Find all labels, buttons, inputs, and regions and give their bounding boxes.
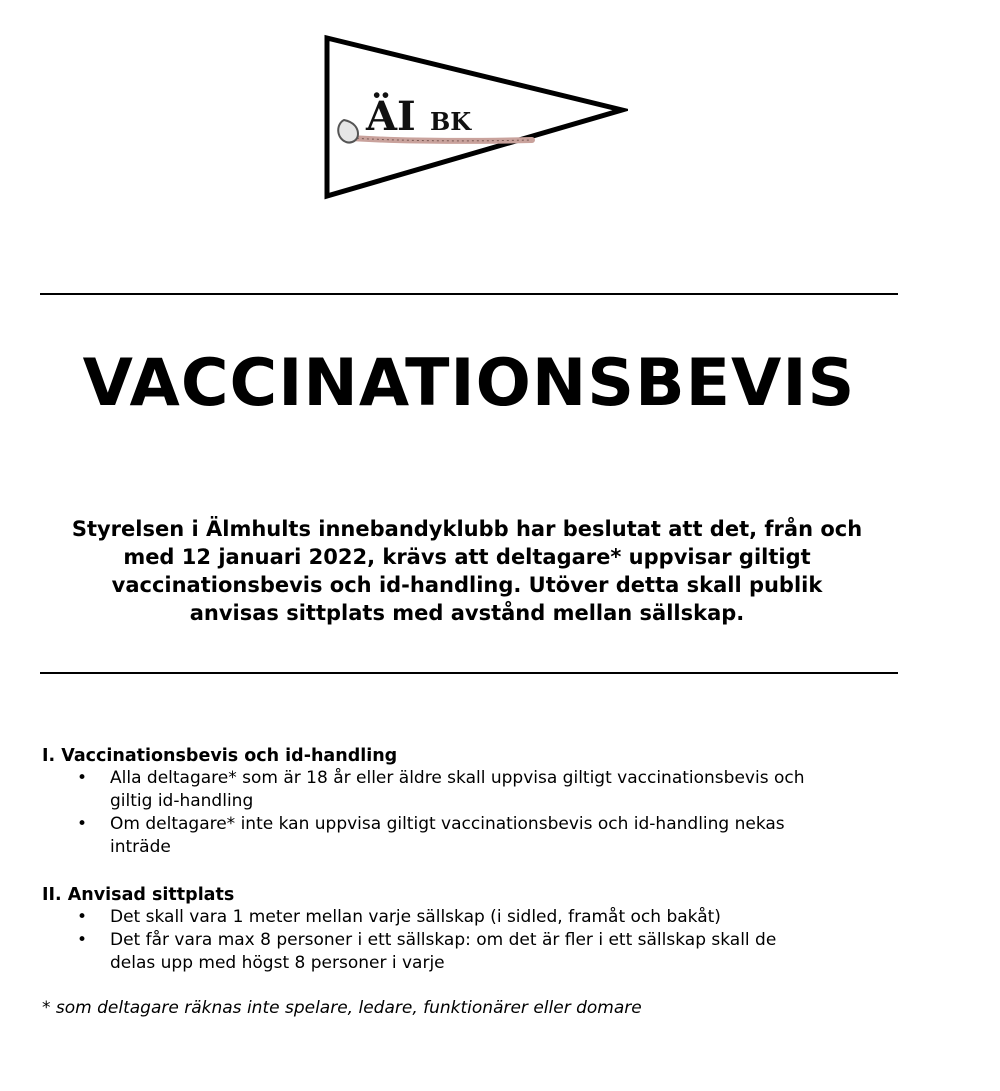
logo-text-aei: ÄI <box>366 93 416 140</box>
footnote: * som deltagare räknas inte spelare, ledare, funktionärer eller domare <box>42 998 642 1018</box>
list-item-line: delas upp med högst 8 personer i varje <box>110 953 445 973</box>
section-seating <box>42 884 922 975</box>
intro-paragraph <box>0 515 934 627</box>
bullet-list <box>42 767 922 859</box>
list-item-line: Om deltagare* inte kan uppvisa giltigt vaccinationsbevis och id-handling nekas <box>110 814 785 834</box>
section-heading: I. Vaccinationsbevis och id-handling <box>42 746 398 766</box>
intro-line: Styrelsen i Älmhults innebandyklubb har beslutat att det, från och <box>71 517 863 541</box>
intro-line: anvisas sittplats med avstånd mellan sällskap. <box>189 601 745 625</box>
intro-line: vaccinationsbevis och id-handling. Utöver detta skall publik <box>111 573 823 597</box>
section-heading: II. Anvisad sittplats <box>42 885 235 905</box>
list-item-line: Alla deltagare* som är 18 år eller äldre skall uppvisa giltigt vaccinationsbevis och <box>110 768 805 788</box>
bullet-icon: • <box>77 768 88 788</box>
bullet-icon: • <box>77 814 88 834</box>
list-item-line: Det får vara max 8 personer i ett sällskap: om det är fler i ett sällskap skall de <box>110 930 777 950</box>
list-item-line: inträde <box>110 837 171 857</box>
bullet-icon: • <box>77 907 88 927</box>
intro-line: med 12 januari 2022, krävs att deltagare* uppvisar giltigt <box>123 545 811 569</box>
list-item <box>42 813 922 859</box>
divider-top <box>40 293 898 295</box>
divider-bottom <box>40 672 898 674</box>
list-item-line: giltig id-handling <box>110 791 254 811</box>
list-item <box>42 767 922 813</box>
list-item-line: Det skall vara 1 meter mellan varje sällskap (i sidled, framåt och bakåt) <box>110 907 721 927</box>
section-vaccination <box>42 745 922 859</box>
list-item <box>42 906 922 929</box>
logo-text-bk: BK <box>430 107 472 136</box>
page-title: VACCINATIONSBEVIS <box>82 346 856 421</box>
bullet-list <box>42 906 922 975</box>
bullet-icon: • <box>77 930 88 950</box>
list-item <box>42 929 922 975</box>
club-logo <box>322 34 628 200</box>
